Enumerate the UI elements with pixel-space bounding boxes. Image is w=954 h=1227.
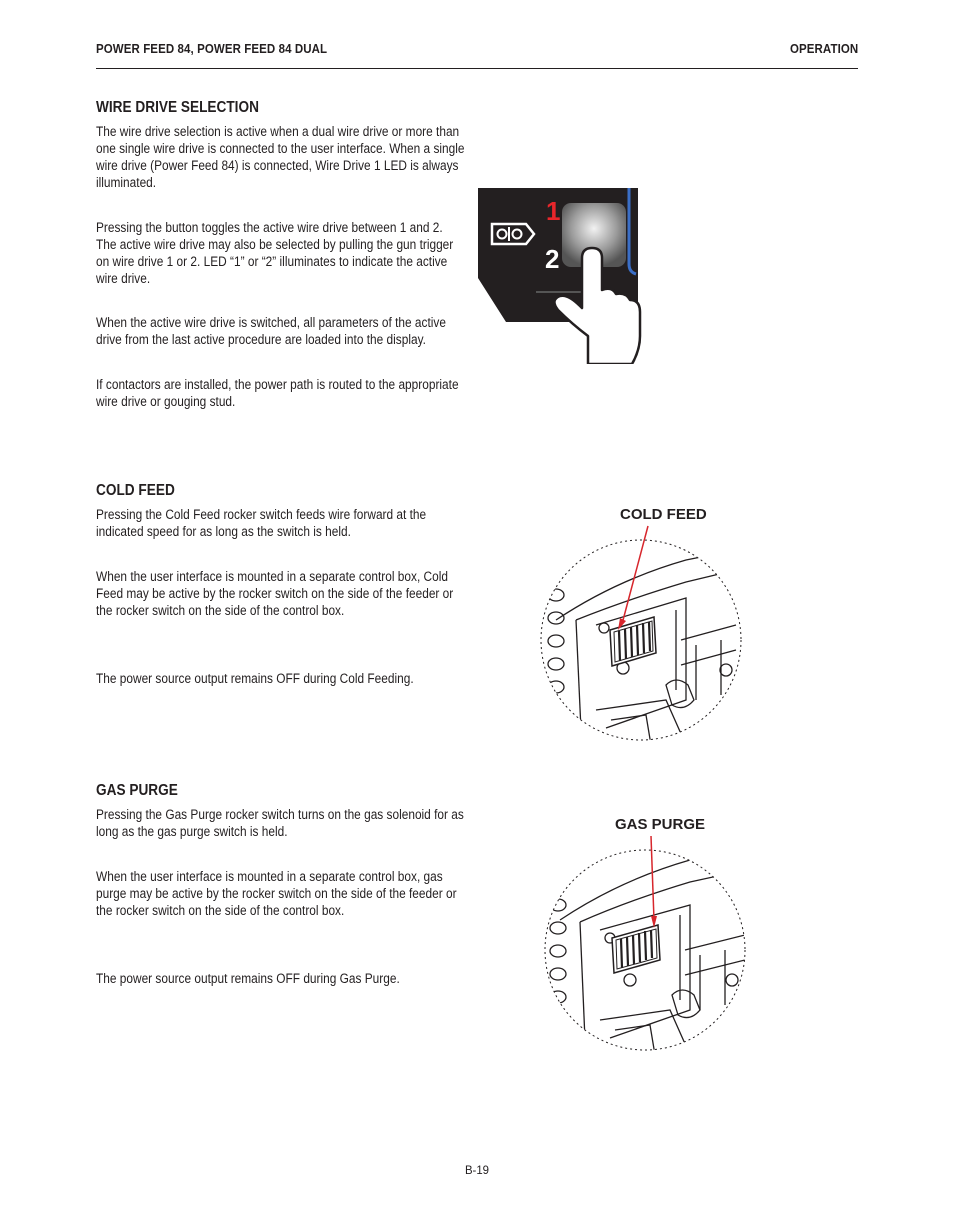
wire-drive-paragraph-4: If contactors are installed, the power path is routed to the appropriate wire drive or gouging stud. bbox=[96, 377, 459, 409]
gas-purge-figure-label: GAS PURGE bbox=[615, 816, 706, 833]
wire-drive-paragraph-3: When the active wire drive is switched, all parameters of the active drive from the last active procedure are loaded into the display. bbox=[96, 315, 446, 347]
running-header-section: OPERATION bbox=[789, 42, 858, 56]
wire-drive-heading: WIRE DRIVE SELECTION bbox=[96, 99, 259, 116]
led-2-label: 2 bbox=[545, 244, 560, 274]
gas-purge-paragraph-3: The power source output remains OFF during Gas Purge. bbox=[96, 971, 400, 986]
wire-drive-paragraph-2: Pressing the button toggles the active wire drive between 1 and 2. The active wire drive may also be selected by pulling the gun trigger on wire drive 1 or 2. LED “1” or “2” illuminates to indicate the active wire drive. bbox=[96, 220, 454, 286]
cold-feed-paragraph-2: When the user interface is mounted in a separate control box, Cold Feed may be active by the rocker switch on the side of the feeder or the rocker switch on the side of the control box. bbox=[96, 569, 454, 618]
running-header-title: POWER FEED 84, POWER FEED 84 DUAL bbox=[96, 42, 328, 56]
gas-purge-heading: GAS PURGE bbox=[96, 782, 178, 799]
gas-purge-paragraph-2: When the user interface is mounted in a separate control box, gas purge may be active by the rocker switch on the side of the feeder or the rocker switch on the side of the control box. bbox=[96, 869, 457, 918]
led-1-label: 1 bbox=[546, 196, 561, 226]
gas-purge-paragraph-1: Pressing the Gas Purge rocker switch turns on the gas solenoid for as long as the gas purge switch is held. bbox=[96, 807, 464, 839]
page-number: B-19 bbox=[464, 1163, 490, 1177]
wire-drive-button-figure bbox=[476, 186, 646, 364]
cold-feed-figure-label: COLD FEED bbox=[620, 506, 707, 523]
cold-feed-paragraph-1: Pressing the Cold Feed rocker switch feeds wire forward at the indicated speed for as long as the switch is held. bbox=[96, 507, 427, 539]
cold-feed-switch-figure bbox=[536, 500, 746, 745]
cold-feed-paragraph-3: The power source output remains OFF during Cold Feeding. bbox=[96, 671, 414, 686]
header-rule bbox=[96, 68, 858, 69]
wire-drive-paragraph-1: The wire drive selection is active when a dual wire drive or more than one single wire drive is connected to the user interface. When a single wire drive (Power Feed 84) is connected, Wire Drive 1 LED is always illuminated. bbox=[96, 124, 465, 190]
gas-purge-switch-figure bbox=[540, 810, 750, 1055]
cold-feed-heading: COLD FEED bbox=[96, 482, 175, 499]
